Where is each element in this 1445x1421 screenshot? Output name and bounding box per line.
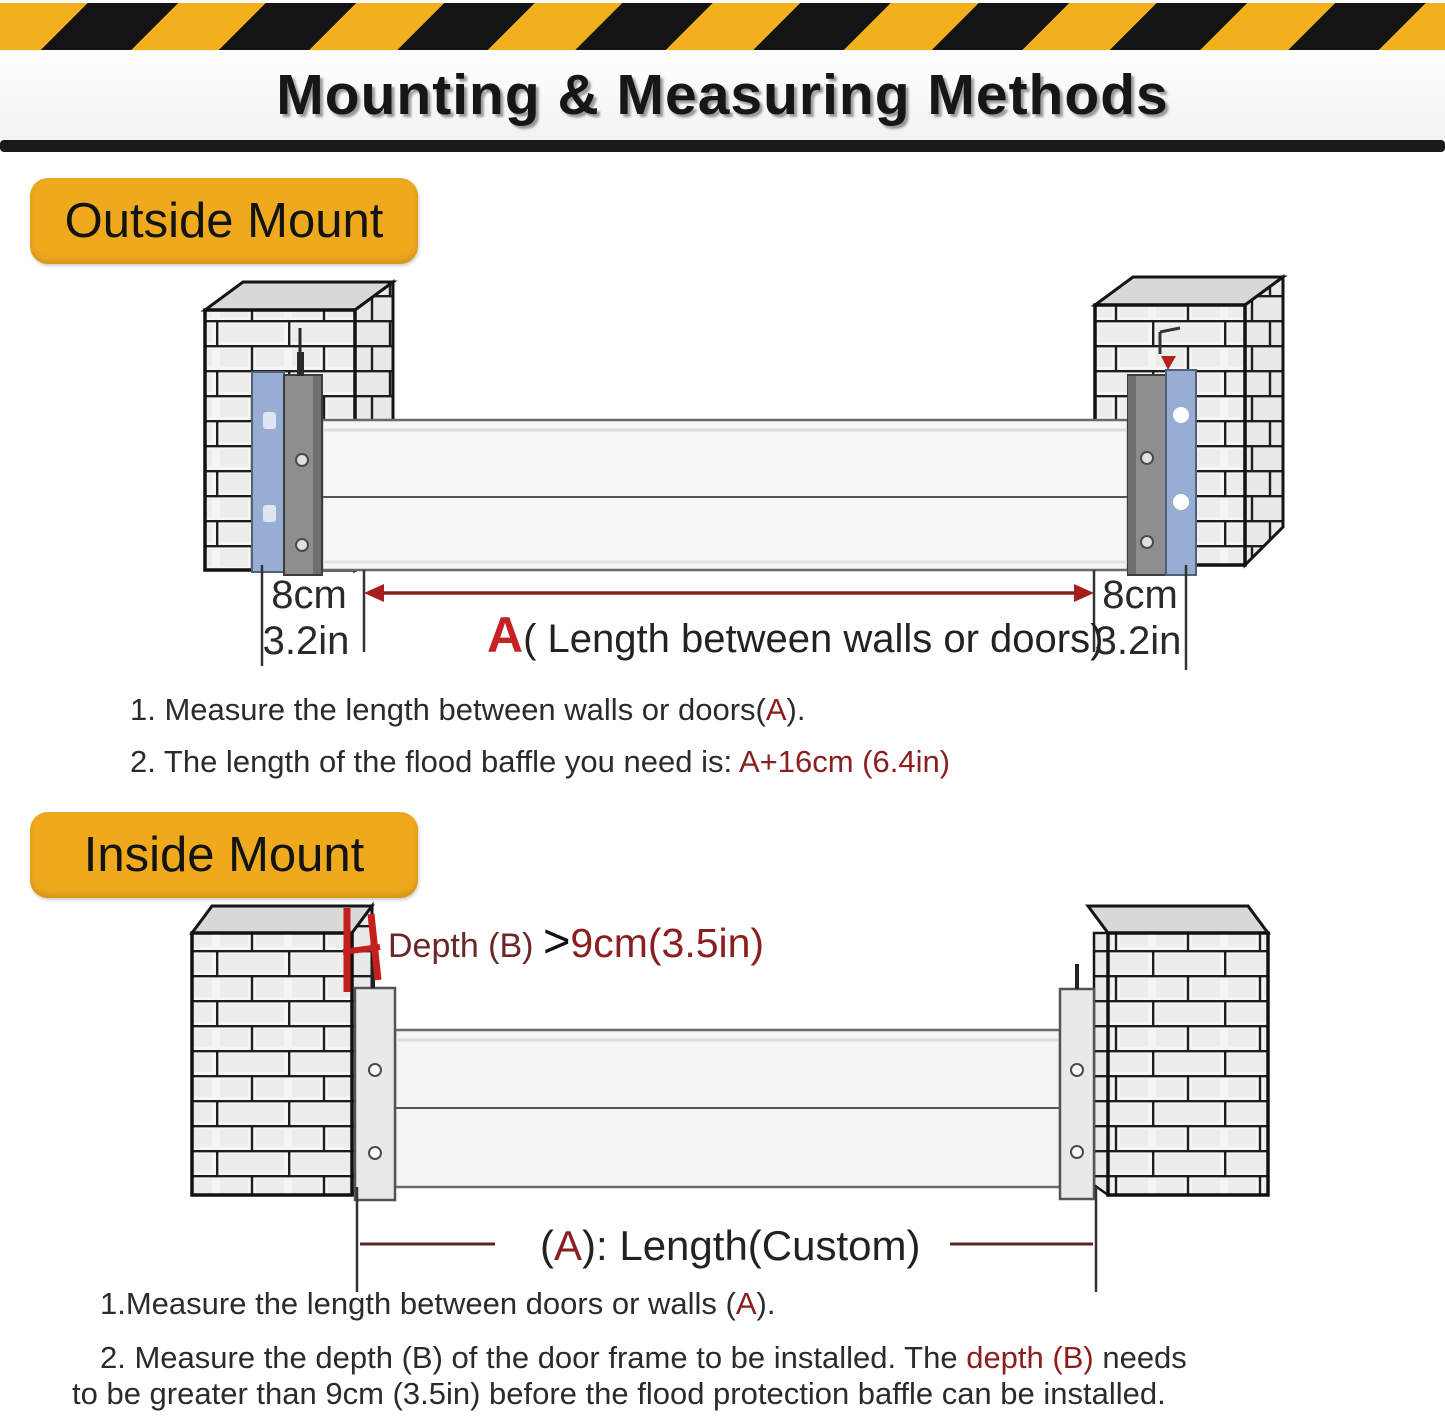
hazard-stripe-banner	[0, 0, 1445, 53]
inside-mount-badge	[30, 812, 418, 898]
inside-mount-badge-label: Inside Mount	[83, 828, 365, 882]
depth-label: Depth (B)	[388, 927, 543, 965]
brick-pillar-right	[1088, 906, 1268, 1195]
arrow-a-caption: ( Length between walls or doors)	[523, 617, 1104, 661]
mounting-channel-right	[1128, 375, 1166, 575]
len-open: (	[540, 1222, 554, 1269]
title-banner	[0, 50, 1445, 140]
outside-mount-badge	[30, 178, 418, 264]
svg-text:A( Length between walls or doo	[487, 607, 1103, 663]
dim-left-in-label: 3.2in	[262, 619, 350, 663]
dim-right-in-label: 3.2in	[1094, 619, 1182, 663]
dimension-left-8cm	[262, 565, 364, 666]
outside-mount-badge-label: Outside Mount	[64, 194, 384, 248]
mounting-channel-left	[355, 964, 395, 1200]
inside-step-2: 2. Measure the depth (B) of the door frame to be installed. The depth (B) needs	[100, 1340, 1187, 1375]
outside-step-1: 1. Measure the length between walls or doors(A).	[130, 692, 806, 727]
inside-step-2-cont: to be greater than 9cm (3.5in) before the flood protection baffle can be installed.	[72, 1376, 1166, 1411]
flood-barrier-panel	[322, 420, 1128, 570]
dim-right-cm-label: 8cm	[1102, 573, 1178, 617]
depth-annotation	[388, 914, 764, 967]
len-a-letter: A	[554, 1222, 583, 1269]
seal-strip-left	[252, 372, 284, 572]
divider-bar	[0, 140, 1445, 152]
anchor-bolt-icon	[297, 352, 304, 376]
dim-left-cm-label: 8cm	[271, 573, 347, 617]
page-title: Mounting & Measuring Methods	[276, 63, 1169, 127]
greater-than-sign: >	[542, 914, 571, 967]
dimension-right-8cm	[1094, 565, 1186, 670]
outside-mount-diagram	[0, 270, 1445, 670]
svg-text:(A): Length(Custom)	[540, 1222, 920, 1269]
arrow-a-letter: A	[487, 607, 524, 663]
mounting-channel-right	[1060, 964, 1094, 1199]
flood-barrier-panel	[395, 1030, 1060, 1187]
outside-step-2: 2. The length of the flood baffle you need is: A+16cm (6.4in)	[130, 744, 951, 779]
dimension-arrow-A	[364, 584, 1103, 663]
dimension-length-A	[357, 1187, 1096, 1292]
inside-mount-diagram	[0, 900, 1445, 1300]
inside-step-1: 1.Measure the length between doors or walls (A).	[100, 1286, 776, 1321]
depth-value: 9cm(3.5in)	[570, 920, 765, 966]
len-caption: ): Length(Custom)	[582, 1222, 921, 1269]
